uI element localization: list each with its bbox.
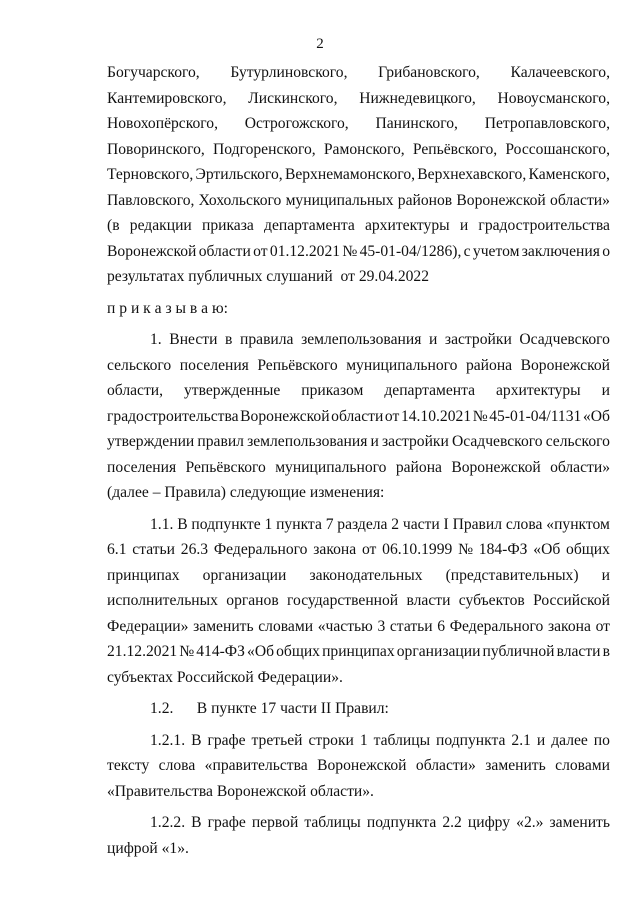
word: таблицы [304,814,361,831]
word: 26.3 [180,541,209,558]
word: сельского [545,433,610,450]
word: первой [251,814,299,831]
word: Нижнедевицкого, [359,89,476,107]
word: власти [556,643,601,660]
word: муниципального [346,356,458,374]
word: Репьёвского, [412,140,498,158]
word: № [179,643,195,660]
word: таблицы [373,731,431,749]
word: закона [313,541,357,558]
word: по [593,731,610,749]
word: департамента [264,217,355,234]
word: области [331,407,384,425]
word: архитектуры [364,217,450,234]
text-line [107,60,610,86]
word: Воронежской [520,356,610,374]
word: поселения [107,458,177,476]
text-line [107,404,610,430]
word: «пунктом [546,515,610,533]
word: области» [550,458,610,476]
text-line [107,239,610,265]
word: Эртильского, [195,166,283,183]
word: Грибановского, [378,64,480,81]
word: 1 [359,731,368,749]
word: В [191,731,202,749]
word: и [601,566,610,584]
word: графе [207,731,246,749]
word: сельского [107,356,172,374]
word: государственной [287,592,399,609]
word: Панинского, [375,115,458,132]
word: заменить [549,814,610,831]
word: 01.12.2021 [269,242,341,260]
word: области, [107,382,164,399]
word: редакции [129,217,192,234]
text-line [107,353,610,379]
text-line [107,537,610,563]
word: 6.1 [107,541,127,558]
text-line: цифрой «1». [107,839,189,857]
text-line [107,455,610,481]
word: графе [207,814,246,831]
text-line: субъектах Российской Федерации». [107,668,343,686]
word: 21.12.2021 [107,643,178,660]
word: Российской [533,592,610,609]
word: 1.2.1. [150,731,186,749]
word: организации [396,643,481,660]
text-line [107,810,610,836]
word: «Об [247,643,275,660]
word: органов [226,592,279,609]
word: от [253,242,268,260]
word: «Об [582,407,610,425]
word: принципах [322,643,395,660]
word: цифру [467,814,511,831]
text-line [107,327,610,353]
word: от [361,541,377,558]
word: Бутурлиновского, [230,64,348,81]
word: I [443,515,449,533]
word: землепользования [301,331,422,348]
word: (представительных) [445,566,579,584]
text-line: (далее – Правила) следующие изменения: [107,484,385,501]
text-line [107,188,610,214]
word: «Об [533,541,561,558]
word: и [428,331,438,348]
text-line: «Правительства Воронежской области». [107,782,374,800]
word: Поворинского, [107,140,205,158]
word: закона [547,617,591,635]
text-line [107,213,610,239]
word: Верхнехавского, [417,166,527,183]
word: 06.10.1999 [382,541,453,558]
word: Воронежской [107,242,197,260]
text-line: 1.2. В пункте 17 части II Правил: [150,700,389,717]
word: Репьёвского [185,458,266,476]
text-line [107,137,610,163]
word: словами [258,617,314,635]
word: 184-ФЗ [478,541,528,558]
word: «2.» [516,814,544,831]
word: 45-01-04/1131 [489,407,582,425]
word: утвержденные [183,382,281,399]
word: и [370,433,379,450]
word: застройки [444,331,512,348]
word: подпункта [366,814,437,831]
word: Калачеевского, [510,64,610,81]
word: муниципального [275,458,387,476]
word: заключения [521,242,600,260]
word: пункта [276,515,322,533]
word: о [602,242,610,260]
document-body [107,60,610,861]
word: 2.1 [511,731,531,749]
word: общих [276,643,320,660]
word: В [191,814,202,831]
word: от [384,407,400,425]
word: учетом [472,242,520,260]
word: 7 [325,515,334,533]
word: принципах [107,566,180,584]
word: тексту [107,757,150,774]
word: 6 [437,617,446,635]
text-line [107,563,610,589]
word: районов [397,191,453,209]
word: организации [202,566,287,584]
word: Богучарского, [107,64,200,81]
word: Осадчевского [519,331,610,348]
word: Правил [452,515,503,533]
word: района [465,356,513,374]
word: части [402,515,440,533]
word: В [177,515,188,533]
word: 1 [264,515,273,533]
word: «частью [317,617,373,635]
word: Федерального [449,617,544,635]
word: области» [415,757,476,774]
word: статьи [389,617,433,635]
text-line [107,614,610,640]
word: правила [240,331,294,348]
word: района [395,458,442,476]
word: и [459,217,469,234]
word: № [472,407,488,425]
word: Федерации» [107,617,189,635]
word: публичной [482,643,555,660]
word: 14.10.2021 [400,407,472,425]
word: землепользования [247,433,368,450]
word: архитектуры [496,382,581,399]
word: Подгоренского, [213,140,316,158]
word: градостроительства [478,217,610,234]
word: Петропавловского, [484,115,610,132]
word: 3 [377,617,386,635]
text-line [107,639,610,665]
word: Лискинского, [248,89,338,107]
word: подпункта [436,731,506,749]
word: и [601,382,610,399]
word: раздела [337,515,388,533]
word: Павловского, [107,191,195,209]
word: строки [308,731,354,749]
word: Кантемировского, [107,89,227,107]
word: утверждении [107,433,195,450]
word: слова [505,515,543,533]
word: Острогожского, [244,115,349,132]
text-line [107,512,610,538]
text-line [107,728,610,754]
word: департамента [384,382,476,399]
text-line [107,429,610,455]
word: Россошанского, [505,140,610,158]
word: правил [197,433,244,450]
text-line [107,588,610,614]
word: исполнительных [107,592,218,609]
word: 1. [150,331,162,348]
word: 414-ФЗ [196,643,245,660]
word: области [198,242,251,260]
page-number: 2 [316,36,324,52]
word: 2 [391,515,400,533]
word: Новохопёрского, [107,115,218,132]
word: 1.2.2. [150,814,186,831]
word: приказом [301,382,364,399]
word: Хохольского [198,191,282,209]
word: приказа [201,217,254,234]
text-line [107,86,610,112]
word: Репьёвского [257,356,338,374]
word: Каменского, [528,166,610,183]
word: поселения [179,356,249,374]
word: градостроительства [107,407,239,425]
word: муниципальных [285,191,394,209]
word: (в [107,217,120,234]
word: с [463,242,471,260]
word: Воронежской [456,191,546,209]
word: Воронежской [240,407,330,425]
word: 1.1. [150,515,174,533]
word: общих [566,541,610,558]
word: Рамонского, [323,140,405,158]
word: заменить [193,617,254,635]
word: статьи [132,541,175,558]
word: Новоусманского, [497,89,610,107]
word: подпункте [191,515,261,533]
text-line [107,111,610,137]
text-line [107,378,610,404]
word: в [225,331,233,348]
text-line [107,162,610,188]
word: № [342,242,358,260]
word: слова [158,757,196,774]
text-line: п р и к а з ы в а ю: [107,299,228,317]
word: в [602,643,610,660]
word: Воронежской [451,458,541,476]
word: Осадчевского [451,433,543,450]
word: далее [551,731,588,749]
word: и [536,731,546,749]
word: от [595,617,610,635]
word: словами [555,757,610,774]
word: заменить [485,757,546,774]
word: третьей [251,731,303,749]
word: № [458,541,473,558]
word: области» [550,191,610,209]
word: Верхнемамонского, [284,166,416,183]
word: Терновского, [107,166,194,183]
word: 2.2 [442,814,462,831]
word: Внести [169,331,218,348]
word: субъектов [458,592,525,609]
word: власти [406,592,451,609]
text-line [107,753,610,779]
word: Федерального [213,541,308,558]
word: застройки [381,433,449,450]
word: законодательных [309,566,423,584]
word: 45-01-04/1286), [359,242,462,260]
word: Воронежской [317,757,407,774]
word: «правительства [204,757,308,774]
text-line: результатах публичных слушаний от 29.04.2022 [107,268,430,285]
